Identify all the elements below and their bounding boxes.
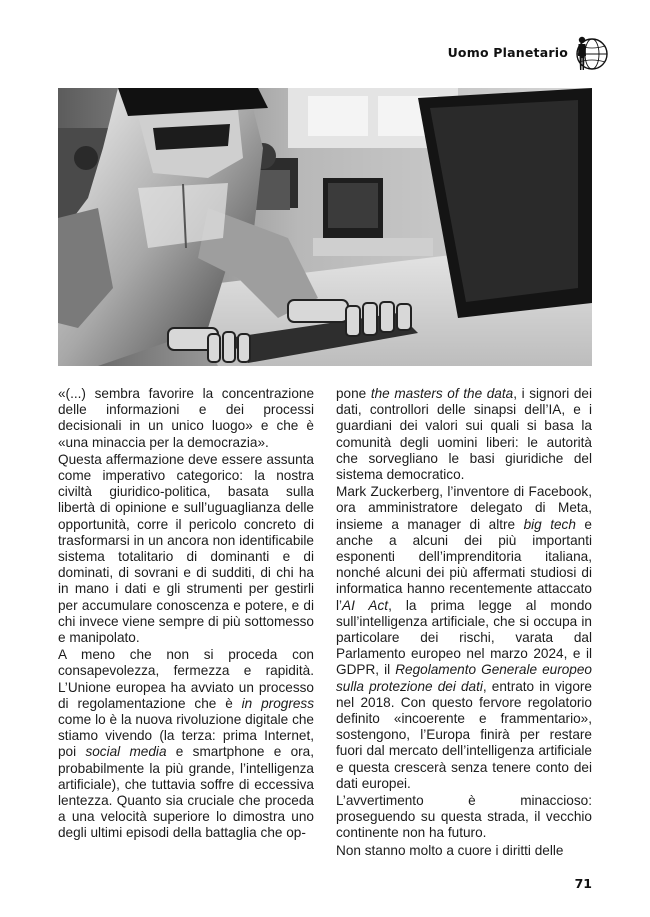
paragraph: L’avvertimento è minaccioso: proseguendo su questa strada, il vecchio continente non ha futuro.	[336, 793, 592, 841]
text-column-left	[58, 386, 314, 842]
running-head	[380, 38, 610, 74]
running-title: Uomo Planetario	[447, 45, 568, 60]
page-number: 71	[574, 876, 592, 891]
paragraph: Mark Zuckerberg, l’inventore di Facebook, ora amministratore delegato di Meta, insieme a manager di altre big tech e anche a alcuni dei più importanti esponenti dell’imprenditoria italiana, nonché alcuni dei più affermati studiosi di informatica hanno recentemente attaccato l’AI Act, la prima legge al mondo sull’intelligenza artificiale, che si occupa in particolare dei rischi, varata dal Parlamento europeo nel marzo 2024, e il GDPR, il Regolamento Generale europeo sulla protezione dei dati, entrato in vigore nel 2018. Con questo fervore regolatorio definito «incoerente e frammentario», sostengono, l’Europa finirà per restare fuori dal mercato dell’intelligenza artificiale e questa crescerà senza tenere conto dei dati europei.	[336, 484, 592, 791]
paragraph: Questa affermazione deve essere assunta come imperativo categorico: la nostra civiltà giuridico-politica, basata sulla libertà di opinione e sull’uguaglianza delle opportunità, corre il pericolo concreto di trasformarsi in un ancora non identificabile sistema totalitario di dominanti e di dominati, di sovrani e di sudditi, di chi ha in mano i dati e gli strumenti per gestirli per accumulare conoscenza e potere, e di chi invece viene sempre di più sottomesso e manipolato.	[58, 451, 314, 646]
paragraph: A meno che non si proceda con consapevolezza, fermezza e rapidità. L’Unione europea ha avviato un processo di regolamentazione che è in progress come lo è la nuova rivoluzione digitale che stiamo vivendo (la terza: prima Internet, poi social media e smartphone e ora, probabilmente la più grande, l’intelligenza artificiale), che tuttavia soffre di eccessiva lentezza. Quanto sia cruciale che proceda a una velocità superiore lo dimostra uno degli ultimi episodi della battaglia che op-	[58, 647, 315, 841]
paragraph: «(...) sembra favorire la concentrazione delle informazioni e dei processi decisionali in un unico luogo» e che è «una minaccia per la democrazia».	[58, 386, 314, 450]
globe-figure-icon	[570, 34, 610, 76]
text-column-right	[336, 386, 592, 859]
paragraph: pone the masters of the data, i signori dei dati, controllori delle sinapsi dell’IA, e i guardiani dei valori sui quali si basa la comunità degli uomini liberi: le autorità che sorvegliano le basi giuridiche del sistema democratico.	[336, 386, 592, 483]
paragraph: Non stanno molto a cuore i diritti delle	[336, 842, 564, 858]
robot-office-photo	[58, 88, 592, 366]
